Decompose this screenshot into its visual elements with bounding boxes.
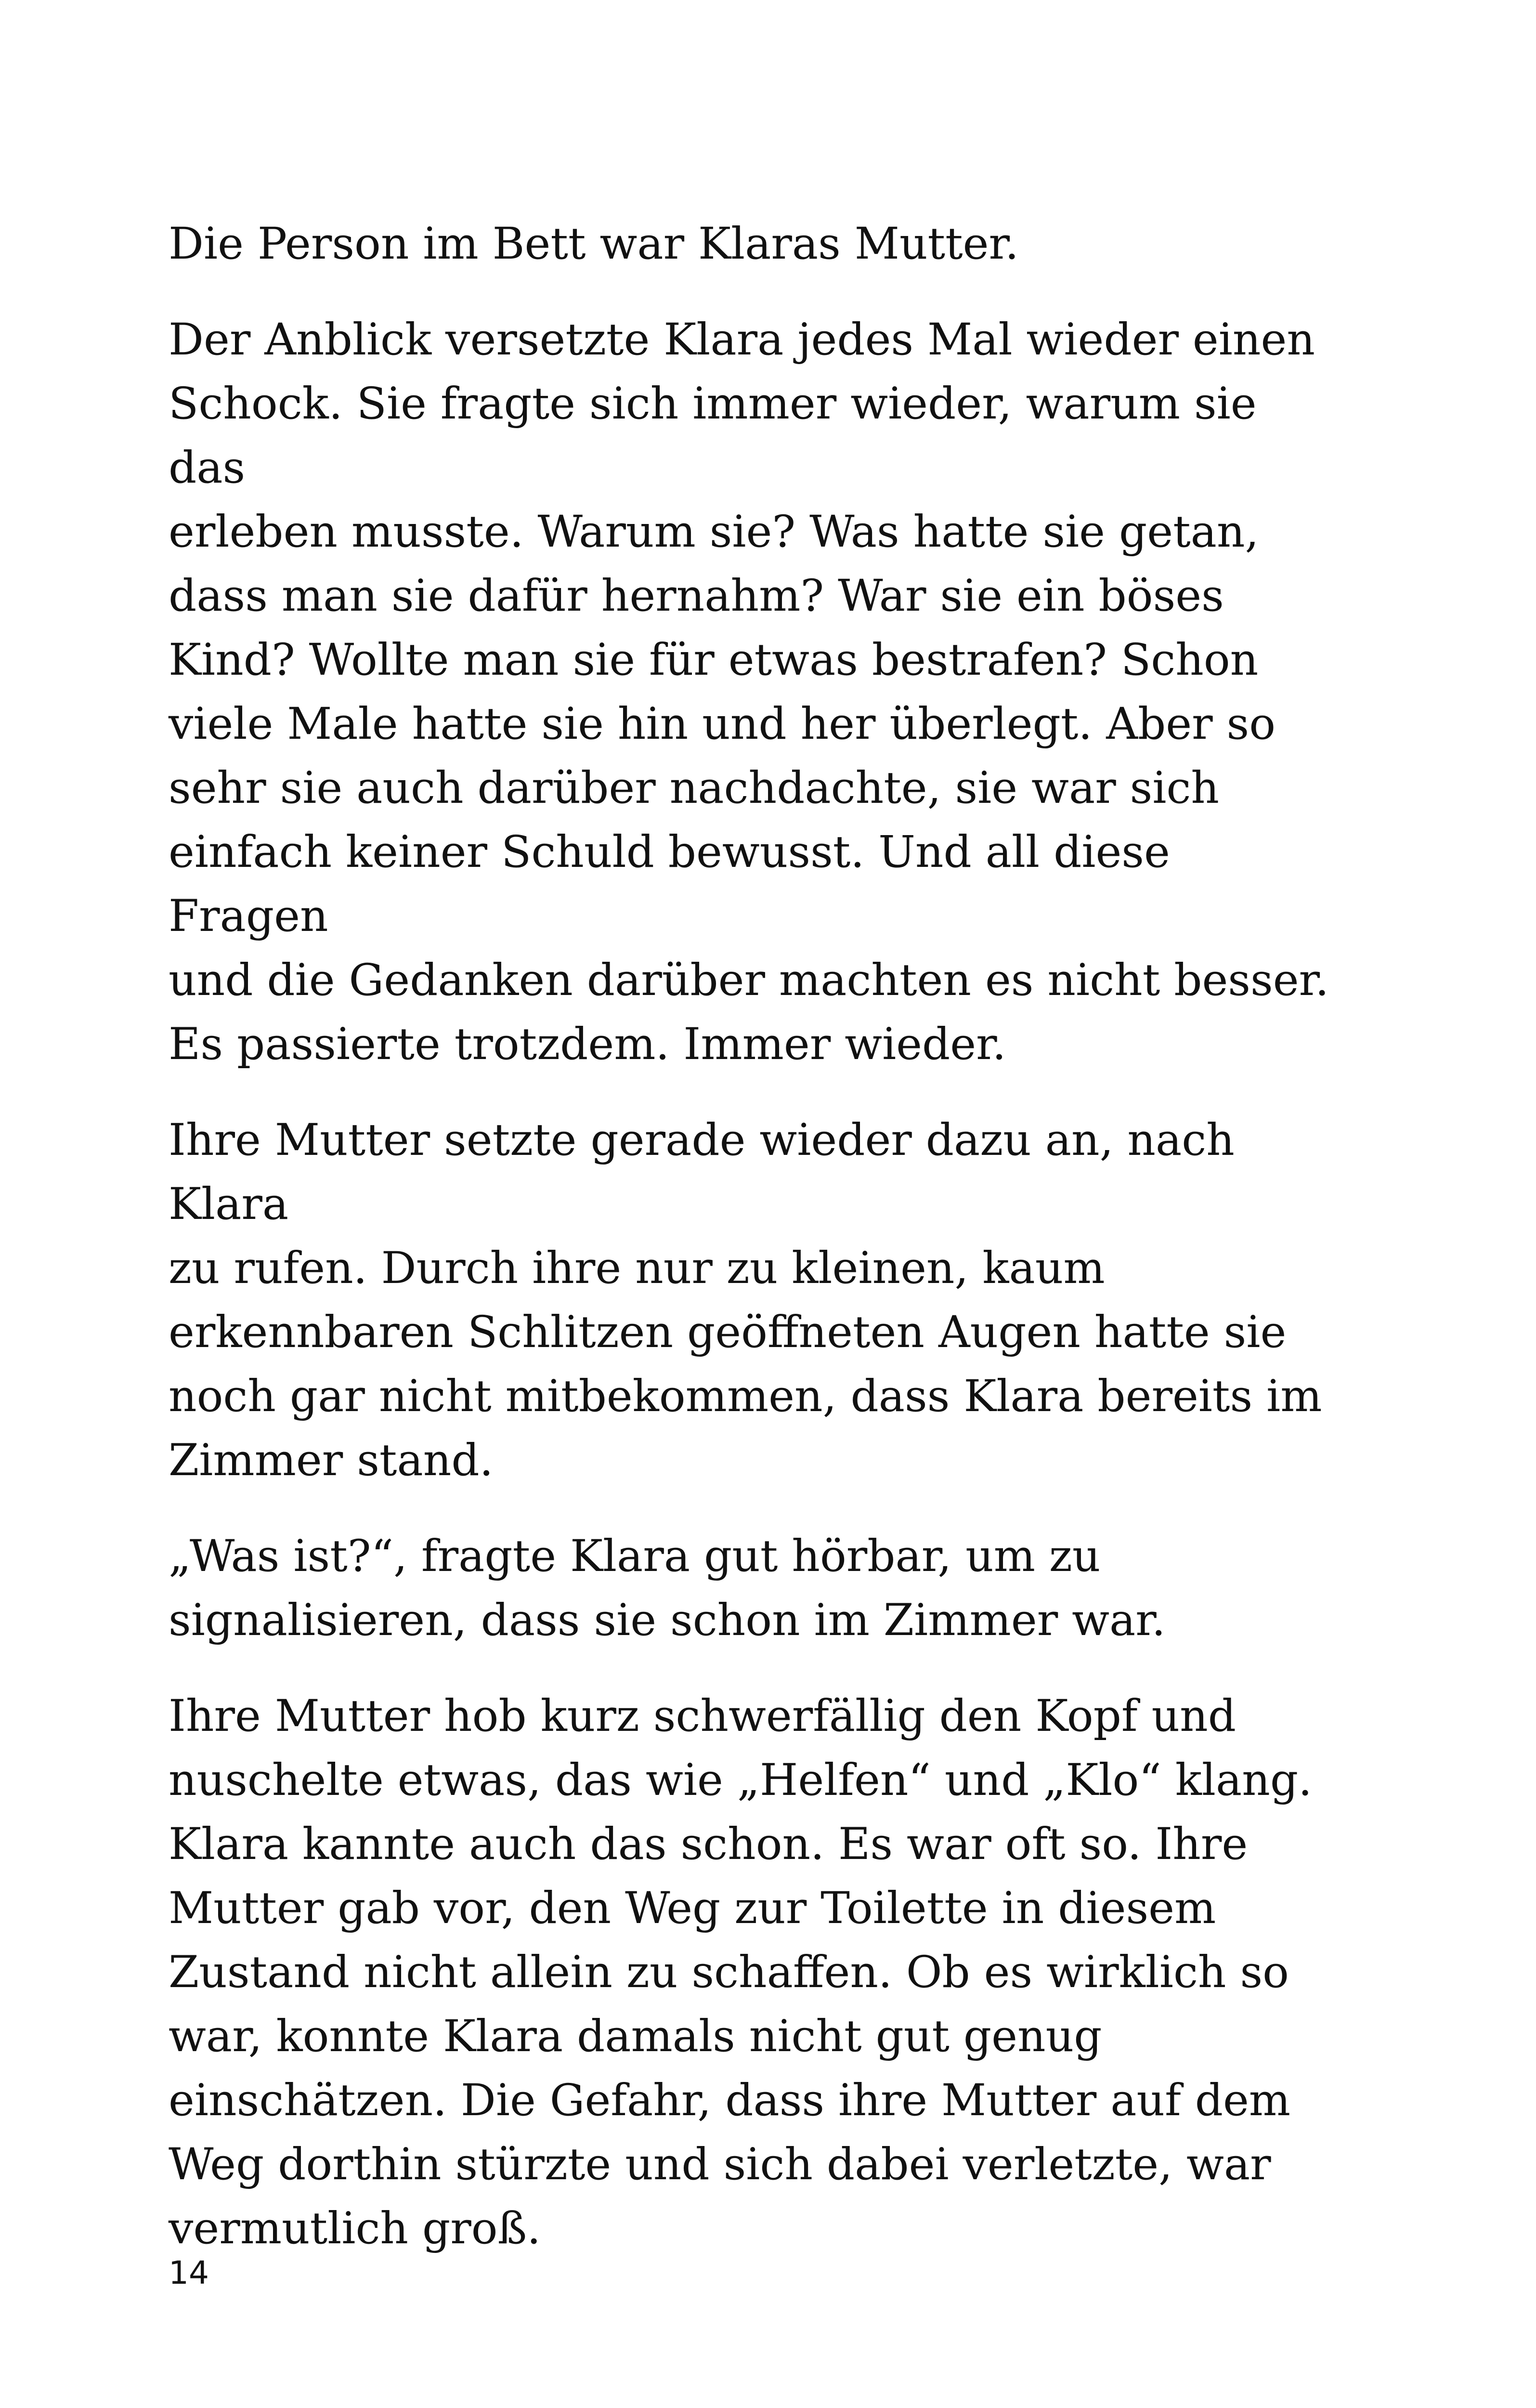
paragraph-5: Ihre Mutter hob kurz schwerfällig den Kopf und nuschelte etwas, das wie „Helfen“ und „Klo“ klang. Klara kannte auch das schon. Es war oft so. Ihre Mutter gab vor, den Weg zur Toilette in diesem Zustand nicht allein zu schaffen. Ob es wirklich so war, konnte Klara damals nicht gut genug einschätzen. Die Gefahr, dass ihre Mutter auf dem Weg dorthin stürzte und sich dabei verletzte, war vermutlich groß. xyxy=(169,1691,1313,2254)
paragraph-4: „Was ist?“, fragte Klara gut hörbar, um zu signalisieren, dass sie schon im Zimmer war. xyxy=(169,1531,1166,1646)
paragraph-1: Die Person im Bett war Klaras Mutter. xyxy=(169,219,1019,269)
paragraph-2: Der Anblick versetzte Klara jedes Mal wieder einen Schock. Sie fragte sich immer wieder, warum sie das erleben musste. Warum sie? Was hatte sie getan, dass man sie dafür hernahm? War sie ein böses Kind? Wollte man sie für etwas bestrafen? Schon viele Male hatte sie hin und her überlegt. Aber so sehr sie auch darüber nachdachte, sie war sich einfach keiner Schuld bewusst. Und all diese Fragen und die Gedanken darüber machten es nicht besser. Es passierte trotzdem. Immer wieder. xyxy=(169,314,1329,1070)
page-number: 14 xyxy=(169,2254,209,2291)
paragraph-3: Ihre Mutter setzte gerade wieder dazu an, nach Klara zu rufen. Durch ihre nur zu kleinen, kaum erkennbaren Schlitzen geöffneten Augen hatte sie noch gar nicht mitbekommen, dass Klara bereits im Zimmer stand. xyxy=(169,1115,1322,1486)
body-text xyxy=(169,212,1334,2292)
